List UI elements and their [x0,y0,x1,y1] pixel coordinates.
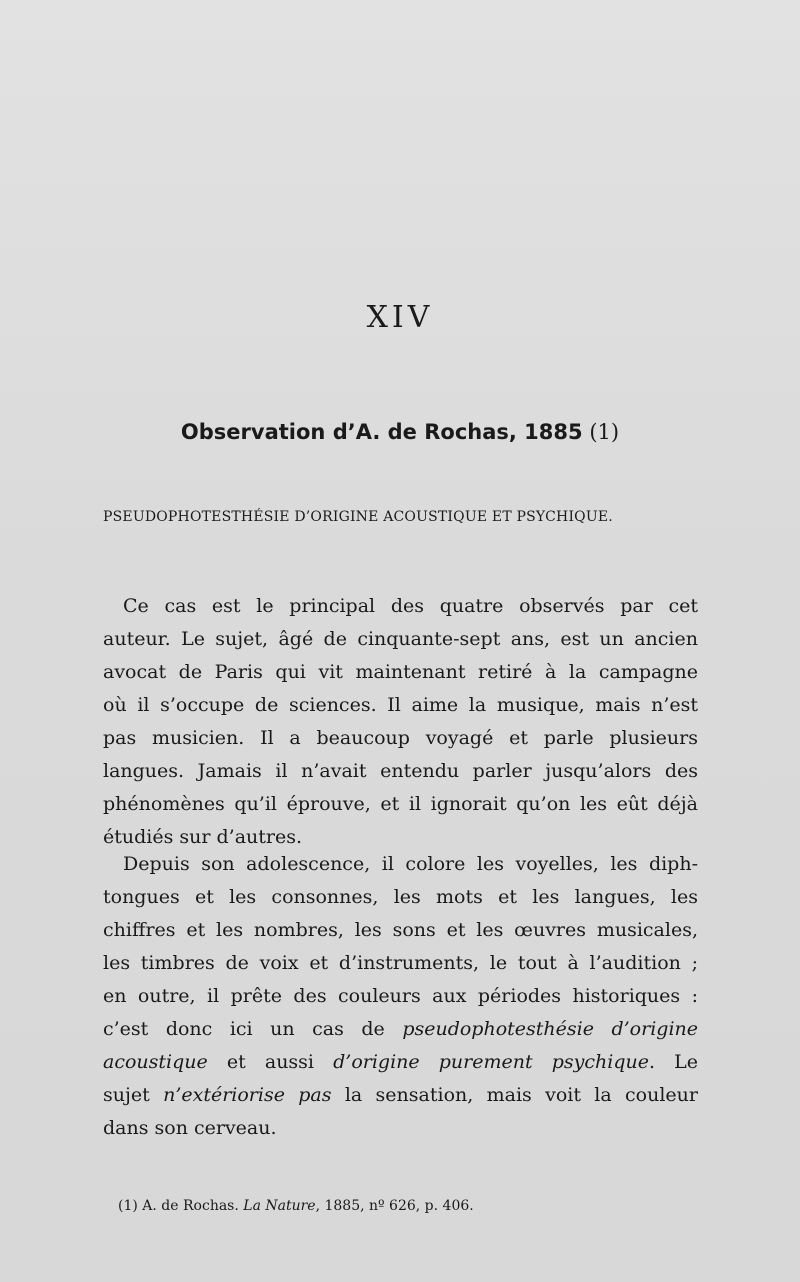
paragraph-line: tongues et les consonnes, les mots et les langues, les [103,886,698,908]
paragraph-line: les timbres de voix et d’instruments, le tout à l’audition ; [103,952,698,974]
italic-run: pseudophotesthésie d’origine [402,1018,699,1040]
text-run: la sensation, mais voit la couleur [331,1084,698,1106]
paragraph-1 [103,590,698,854]
footnote [118,1198,474,1214]
heading-note-ref: (1) [589,420,620,444]
paragraph-line: avocat de Paris qui vit maintenant retiré à la campagne [103,661,698,683]
chapter-heading [0,420,800,444]
text-run: c’est donc ici un cas de [103,1018,403,1040]
footnote-journal: La Nature [243,1198,316,1214]
paragraph-line: auteur. Le sujet, âgé de cinquante-sept ans, est un ancien [103,628,698,650]
paragraph-line: Ce cas est le principal des quatre observés par cet [123,595,698,617]
italic-run: d’origine purement psychique [333,1051,649,1073]
paragraph-line [103,1013,698,1046]
paragraph-line: pas musicien. Il a beaucoup voyagé et parle plusieurs [103,727,698,749]
heading-title: Observation d’A. de Rochas, 1885 [180,420,583,444]
footnote-rest: , 1885, nº 626, p. 406. [315,1198,474,1214]
paragraph-line [103,1046,698,1079]
paragraph-line: en outre, il prête des couleurs aux périodes historiques : [103,985,698,1007]
footnote-author: A. de Rochas. [137,1198,244,1214]
text-run: . Le [648,1051,698,1073]
paragraph-line: chiffres et les nombres, les sons et les œuvres musicales, [103,919,698,941]
italic-run: n’extériorise pas [163,1084,332,1106]
paragraph-line: Depuis son adolescence, il colore les voyelles, les diph- [123,853,698,875]
chapter-subtitle: PSEUDOPHOTESTHÉSIE D’ORIGINE ACOUSTIQUE ET PSYCHIQUE. [103,509,613,525]
text-run: sujet [103,1084,164,1106]
paragraph-line: étudiés sur d’autres. [103,826,303,848]
paragraph-line [103,1079,698,1112]
paragraph-line: dans son cerveau. [103,1117,277,1139]
paragraph-line: où il s’occupe de sciences. Il aime la musique, mais n’est [103,694,698,716]
footnote-marker: (1) [118,1198,138,1214]
paragraph-line: langues. Jamais il n’avait entendu parler jusqu’alors des [103,760,698,782]
italic-run: acoustique [103,1051,208,1073]
paragraph-line: phénomènes qu’il éprouve, et il ignorait qu’on les eût déjà [103,793,698,815]
text-run: et aussi [207,1051,334,1073]
chapter-number: XIV [366,300,434,335]
paragraph-2 [103,848,698,1145]
